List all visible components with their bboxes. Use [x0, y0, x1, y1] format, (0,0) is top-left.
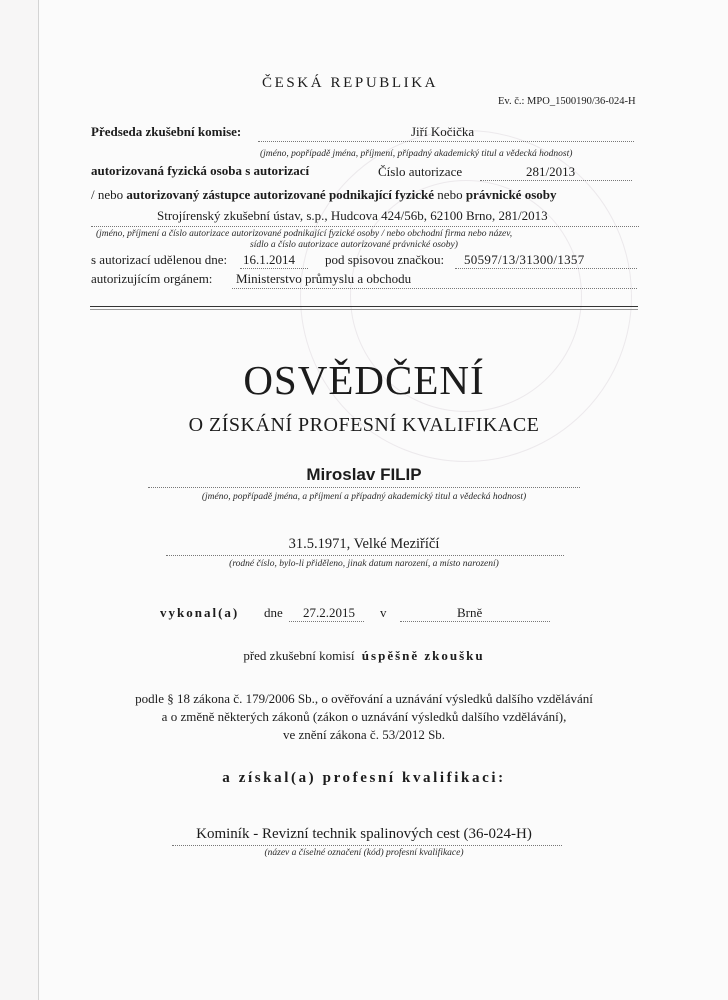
- law-line-1: podle § 18 zákona č. 179/2006 Sb., o ověřování a uznávání výsledků dalšího vzdělávání: [135, 691, 593, 706]
- alt-bold-1: autorizovaný zástupce autorizované podnikající fyzické: [126, 187, 435, 202]
- certificate-title: OSVĚDČENÍ: [243, 357, 485, 403]
- alt-prefix: / nebo: [91, 187, 127, 202]
- organization: Strojírenský zkušební ústav, s.p., Hudcova 424/56b, 62100 Brno, 281/2013: [157, 208, 548, 223]
- alt-mid: nebo: [434, 187, 466, 202]
- separator-rule: [90, 306, 638, 307]
- evidence-number: Ev. č.: MPO_1500190/36-024-H: [498, 96, 636, 107]
- holder-name: Miroslav FILIP: [306, 465, 422, 484]
- granted-label: s autorizací udělenou dne:: [91, 252, 228, 267]
- person-label: autorizovaná fyzická osoba s autorizací: [91, 163, 310, 178]
- chair-label: Předseda zkušební komise:: [91, 124, 242, 139]
- qualification: Kominík - Revizní technik spalinových cest (36-024-H): [196, 826, 532, 842]
- auth-number-label: Číslo autorizace: [378, 164, 463, 179]
- chair-name: Jiří Kočička: [411, 124, 475, 139]
- committee-result: úspěšně zkoušku: [361, 648, 485, 663]
- alt-representative-line: [91, 187, 556, 203]
- separator-rule-2: [90, 309, 638, 310]
- acquired-label: a získal(a) profesní kvalifikaci:: [222, 770, 506, 786]
- birth-hint: (rodné číslo, bylo-li přiděleno, jinak datum narození, a místo narození): [229, 559, 499, 569]
- granted-date: 16.1.2014: [243, 252, 295, 267]
- date-word: dne: [264, 605, 283, 620]
- organization-hint-2: sídlo a číslo autorizace autorizované právnické osoby): [250, 240, 458, 250]
- holder-hint: (jméno, popřípadě jména, a příjmení a případný akademický titul a vědecká hodnost): [201, 492, 527, 502]
- authority-label: autorizujícím orgánem:: [91, 271, 213, 286]
- committee-result-line: [64, 648, 664, 664]
- exam-date: 27.2.2015: [303, 605, 355, 620]
- organization-hint-1: (jméno, příjmení a číslo autorizace autorizované podnikající fyzické osoby / nebo obchodní firma nebo název,: [96, 229, 513, 239]
- chair-hint: (jméno, popřípadě jména, příjmení, případný akademický titul a vědecká hodnost): [260, 149, 573, 159]
- qualification-hint: (název a číselné označení (kód) profesní kvalifikace): [264, 848, 464, 858]
- file-number-label: pod spisovou značkou:: [325, 252, 445, 267]
- law-line-2: a o změně některých zákonů (zákon o uznávání výsledků dalšího vzdělávání),: [161, 709, 567, 724]
- file-number: 50597/13/31300/1357: [464, 252, 585, 267]
- committee-prefix: před zkušební komisí: [243, 648, 355, 663]
- law-line-3: ve znění zákona č. 53/2012 Sb.: [282, 727, 446, 742]
- place-word: v: [380, 605, 387, 620]
- passed-label: vykonal(a): [160, 605, 240, 620]
- country-heading: ČESKÁ REPUBLIKA: [262, 75, 439, 91]
- birth-info: 31.5.1971, Velké Meziříčí: [288, 536, 440, 552]
- auth-number-value: 281/2013: [526, 164, 576, 179]
- authority-value: Ministerstvo průmyslu a obchodu: [236, 271, 412, 286]
- alt-bold-2: právnické osoby: [465, 187, 557, 202]
- certificate-subtitle: O ZÍSKÁNÍ PROFESNÍ KVALIFIKACE: [188, 414, 540, 436]
- exam-place: Brně: [457, 605, 483, 620]
